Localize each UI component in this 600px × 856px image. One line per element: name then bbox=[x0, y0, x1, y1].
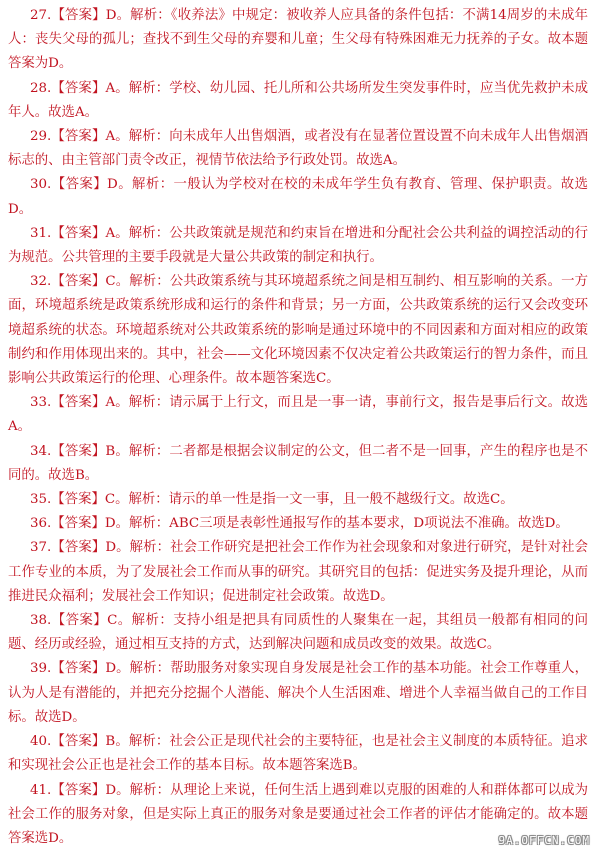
answer-entry-29: 29.【答案】A。解析：向未成年人出售烟酒，或者没有在显著位置设置不向未成年人出售烟酒标志的、由主管部门责令改正，视情节依法给予行政处罚。故选A。 bbox=[8, 129, 588, 169]
answer-entry-39: 39.【答案】D。解析：帮助服务对象实现自身发展是社会工作的基本功能。社会工作尊重人，认为人是有潜能的，并把充分挖掘个人潜能、解决个人生活困难、增进个人幸福当做自己的工作目标。故选D。 bbox=[8, 661, 588, 725]
answer-entry-37: 37.【答案】D。解析：社会工作研究是把社会工作作为社会现象和对象进行研究，是针对社会工作专业的本质，为了发展社会工作而从事的研究。其研究目的包括：促进实务及提升理论，从而推进民众福利；发展社会工作知识；促进制定社会政策。故选D。 bbox=[8, 540, 588, 604]
answer-entry-33: 33.【答案】A。解析：请示属于上行文，而且是一事一请，事前行文，报告是事后行文。故选A。 bbox=[8, 395, 588, 435]
answer-entry-38: 38.【答案】C。解析：支持小组是把具有同质性的人聚集在一起，其组员一般都有相同的问题、经历或经验，通过相互支持的方式，达到解决问题和成员改变的效果。故选C。 bbox=[8, 613, 588, 653]
answer-entry-35: 35.【答案】C。解析：请示的单一性是指一文一事，且一般不越级行文。故选C。 bbox=[30, 492, 514, 508]
answer-entry-32: 32.【答案】C。解析：公共政策系统与其环境超系统之间是相互制约、相互影响的关系。一方面，环境超系统是政策系统形成和运行的条件和背景；另一方面，公共政策系统的运行又会改变环境超系统的状态。环境超系统对公共政策系统的影响是通过环境中的不同因素和方面对相应的政策制约和作用体现出来的。其中，社会——文化环境因素不仅决定着公共政策运行的智力条件，而且影响公共政策运行的伦理、心理条件。故本题答案选C。 bbox=[8, 274, 588, 387]
answer-entry-28: 28.【答案】A。解析：学校、幼儿园、托儿所和公共场所发生突发事件时，应当优先救护未成年人。故选A。 bbox=[8, 80, 588, 120]
answer-entry-27: 27.【答案】D。解析：《收养法》中规定：被收养人应具备的条件包括：不满14周岁的未成年人：丧失父母的孤儿；查找不到生父母的弃婴和儿童；生父母有特殊困难无力抚养的子女。故本题答案为D。 bbox=[8, 8, 588, 72]
answer-entry-30: 30.【答案】D。解析：一般认为学校对在校的未成年学生负有教育、管理、保护职责。故选D。 bbox=[8, 177, 588, 217]
answer-entry-40: 40.【答案】B。解析：社会公正是现代社会的主要特征，也是社会主义制度的本质特征。追求和实现社会公正也是社会工作的基本目标。故本题答案选B。 bbox=[8, 734, 588, 774]
answer-entry-31: 31.【答案】A。解析：公共政策就是规范和约束旨在增进和分配社会公共利益的调控活动的行为规范。公共管理的主要手段就是大量公共政策的制定和执行。 bbox=[8, 225, 588, 266]
answer-entry-41: 41.【答案】D。解析：从理论上来说，任何生活上遇到难以克服的困难的人和群体都可以成为社会工作的服务对象，但是实际上真正的服务对象是要通过社会工作者的评估才能确定的。故本题答案选D。 bbox=[8, 782, 588, 846]
answer-entry-34: 34.【答案】B。解析：二者都是根据会议制定的公文，但二者不是一回事，产生的程序也是不同的。故选B。 bbox=[8, 443, 588, 483]
site-watermark: 9A.OFFCN.COM bbox=[498, 834, 590, 847]
answer-entry-36: 36.【答案】D。解析：ABC三项是表彰性通报写作的基本要求，D项说法不准确。故选D。 bbox=[30, 516, 569, 532]
